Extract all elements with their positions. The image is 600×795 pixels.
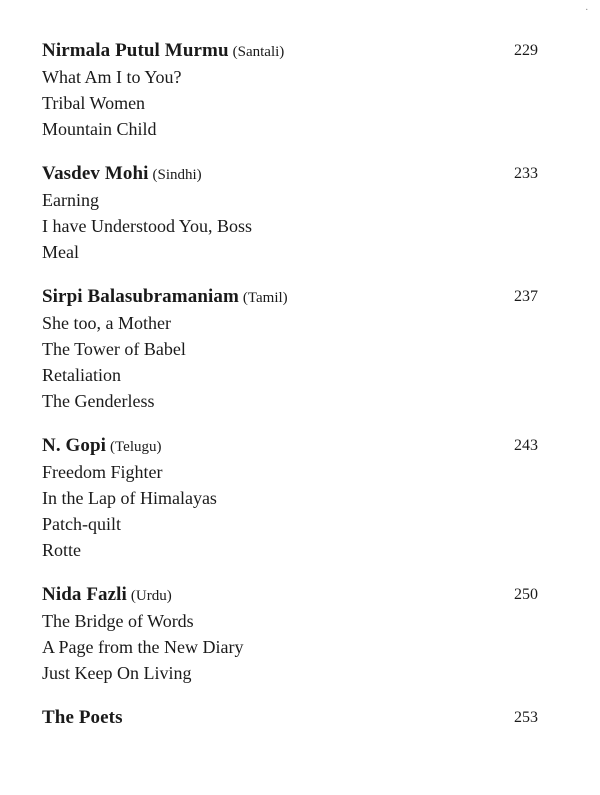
poem-title: Freedom Fighter [42, 462, 163, 482]
poem-title: The Bridge of Words [42, 611, 194, 631]
poet-name: Vasdev Mohi [42, 163, 149, 184]
poem-list [42, 310, 538, 414]
poem-title: Patch-quilt [42, 514, 121, 534]
poet-name: Sirpi Balasubramaniam [42, 286, 239, 307]
page-number: 243 [514, 437, 538, 454]
poem-title: Meal [42, 242, 79, 262]
page-number: 250 [514, 586, 538, 603]
poem-list [42, 187, 538, 265]
poem-list [42, 64, 538, 142]
toc-entry-murmu [42, 38, 538, 142]
poem-title: In the Lap of Himalayas [42, 488, 217, 508]
poem-title: The Tower of Babel [42, 339, 186, 359]
poem-title: Rotte [42, 540, 81, 560]
toc-entry-the-poets [42, 705, 538, 731]
table-of-contents [42, 38, 538, 750]
poem-title: A Page from the New Diary [42, 637, 244, 657]
poet-language: (Urdu) [130, 588, 172, 604]
entry-heading [42, 284, 538, 310]
poem-title: The Genderless [42, 391, 155, 411]
poet-language: (Telugu) [110, 439, 162, 455]
entry-heading [42, 582, 538, 608]
poem-title: What Am I to You? [42, 67, 182, 87]
entry-heading [42, 38, 538, 64]
poem-title: Just Keep On Living [42, 663, 192, 683]
toc-entry-balasubramaniam [42, 284, 538, 414]
poet-language: (Santali) [232, 44, 285, 60]
poem-list [42, 459, 538, 563]
poem-list [42, 608, 538, 686]
poem-title: Earning [42, 190, 99, 210]
poem-title: I have Understood You, Boss [42, 216, 253, 236]
section-title: The Poets [42, 707, 123, 728]
entry-heading [42, 433, 538, 459]
toc-entry-gopi [42, 433, 538, 563]
poem-title: Retaliation [42, 365, 121, 385]
poet-language: (Tamil) [242, 290, 288, 306]
corner-mark: . [585, 2, 588, 13]
page-number: 229 [514, 42, 538, 59]
entry-heading [42, 161, 538, 187]
poem-title: Tribal Women [42, 93, 146, 113]
page-number: 253 [514, 709, 538, 726]
poet-language: (Sindhi) [152, 167, 202, 183]
entry-heading [42, 705, 538, 731]
toc-entry-fazli [42, 582, 538, 686]
page-number: 237 [514, 288, 538, 305]
poet-name: Nida Fazli [42, 584, 127, 605]
page-number: 233 [514, 165, 538, 182]
poet-name: Nirmala Putul Murmu [42, 40, 229, 61]
poet-name: N. Gopi [42, 435, 107, 456]
poem-title: She too, a Mother [42, 313, 171, 333]
toc-entry-mohi [42, 161, 538, 265]
poem-title: Mountain Child [42, 119, 157, 139]
